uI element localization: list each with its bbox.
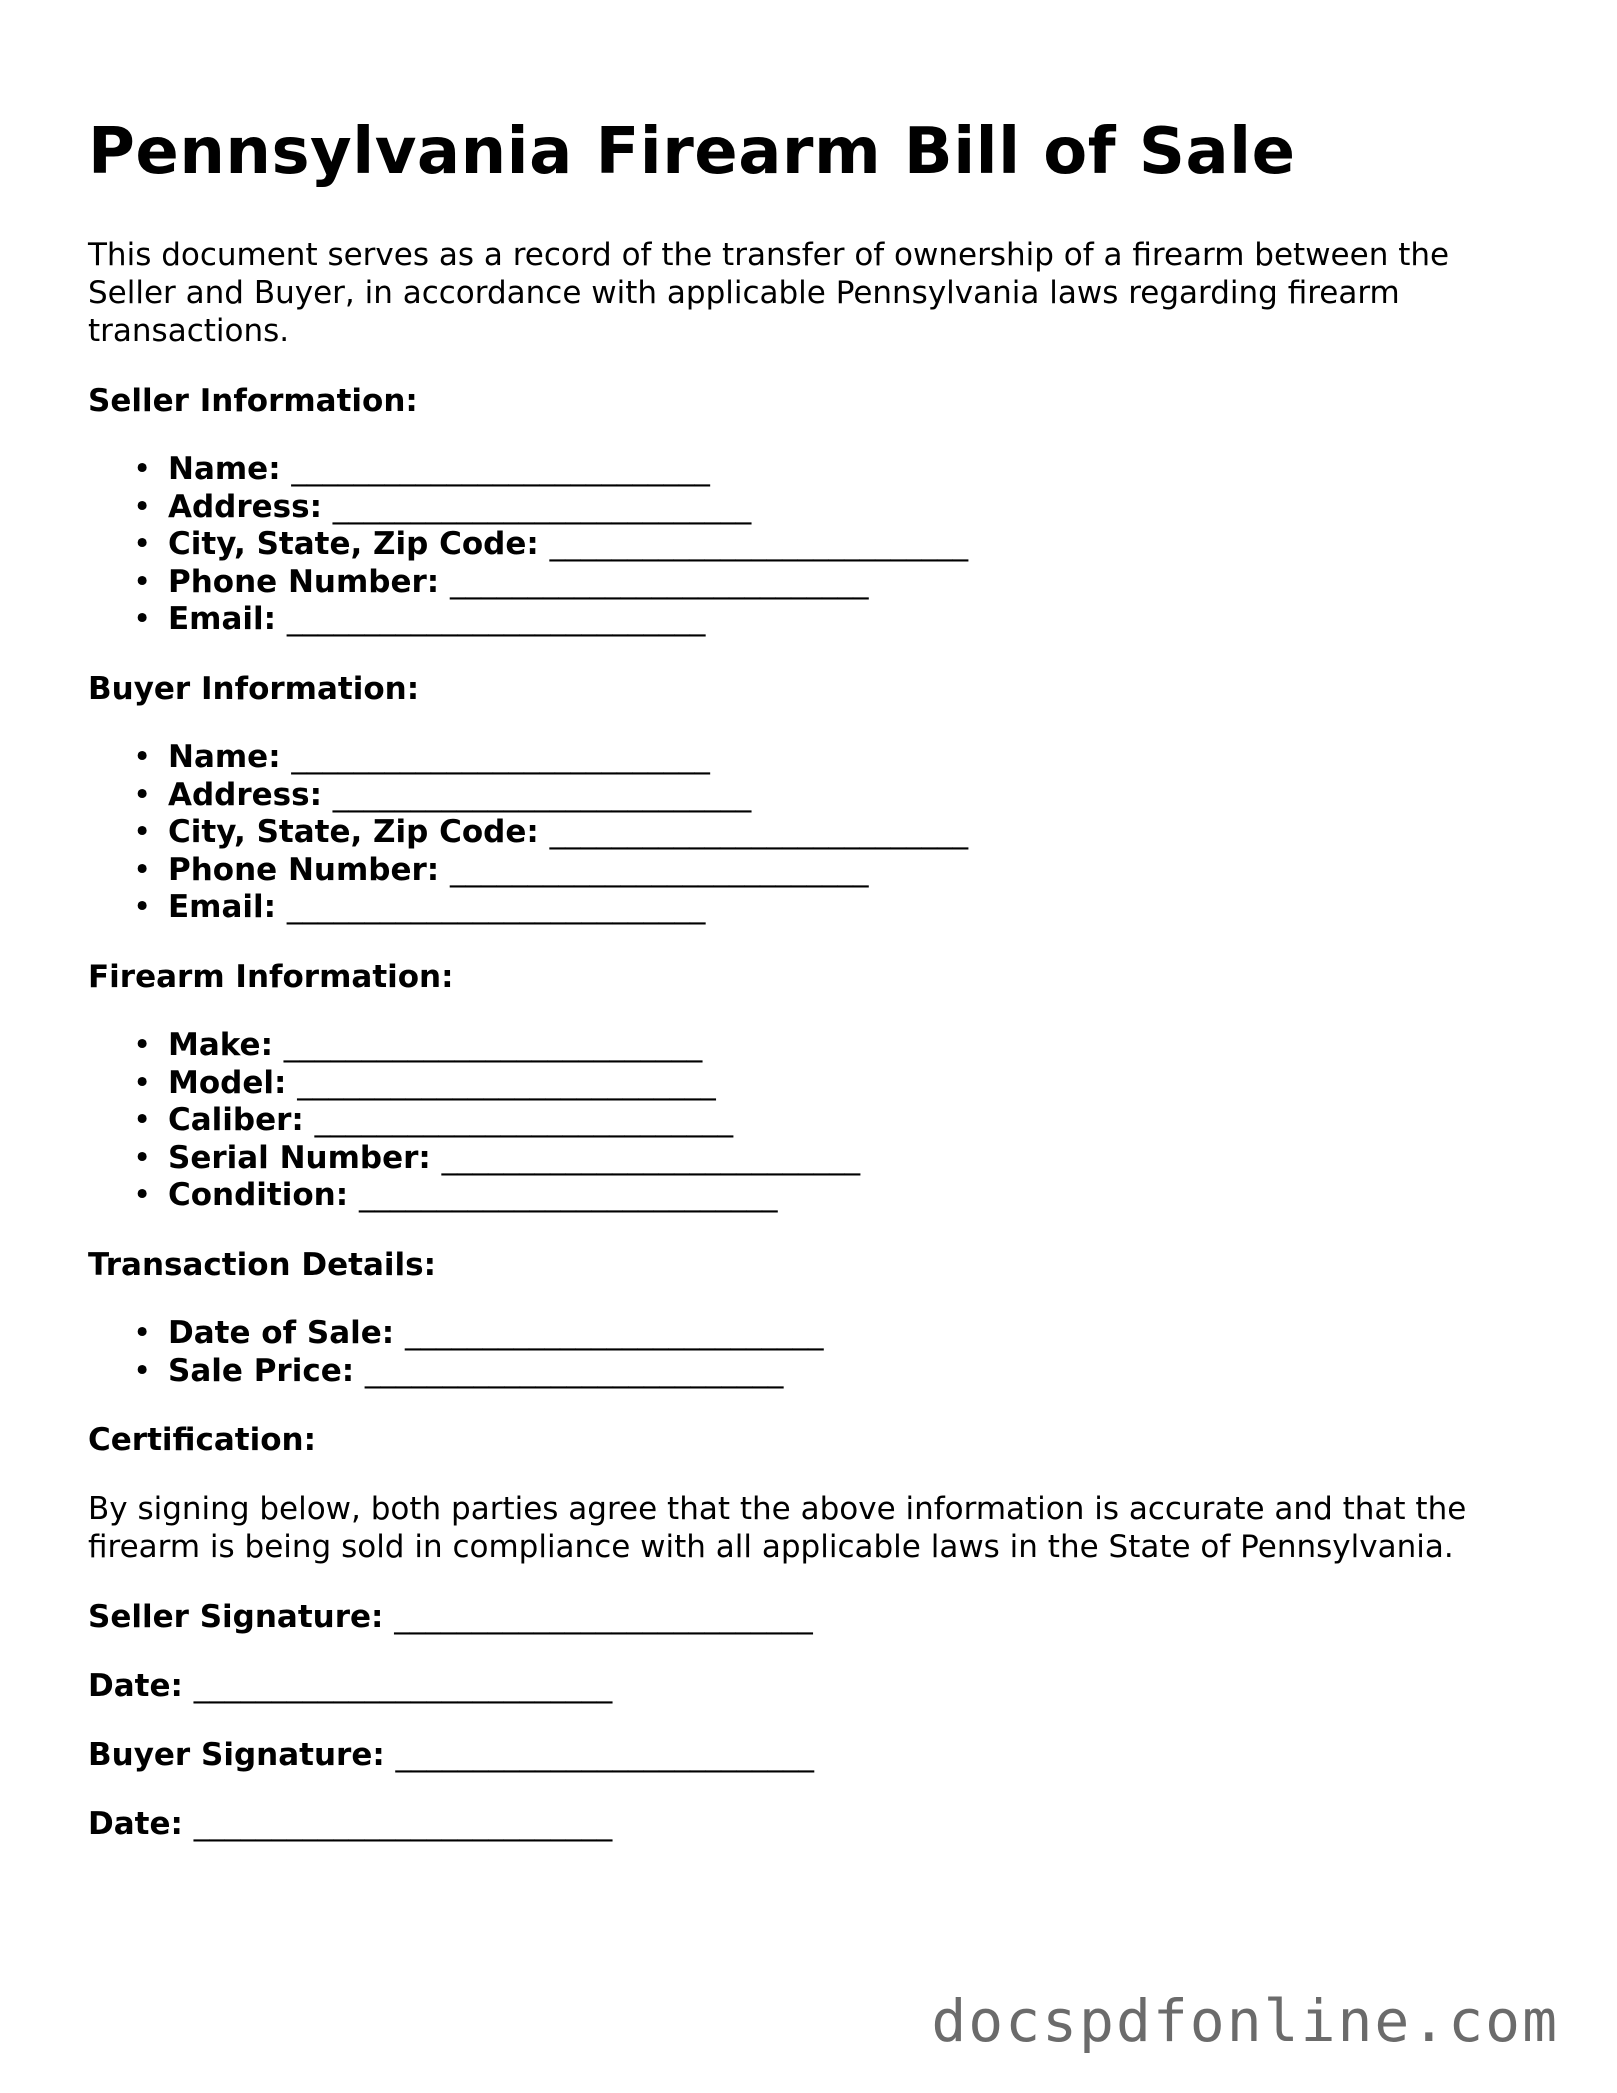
bullet-icon: •	[133, 889, 152, 926]
list-item	[88, 451, 1528, 489]
field-label: Name:	[168, 738, 281, 775]
bullet-icon: •	[133, 601, 152, 638]
bullet-icon: •	[133, 1139, 152, 1176]
list-item	[88, 814, 1528, 852]
field-label: Caliber:	[168, 1102, 304, 1139]
bullet-icon: •	[133, 1177, 152, 1214]
blank-line: ___________________________	[549, 526, 969, 563]
field-label: City, State, Zip Code:	[168, 814, 539, 851]
field-label: Date of Sale:	[168, 1314, 395, 1351]
list-item	[88, 852, 1528, 890]
list-item	[88, 739, 1528, 777]
field-label: Phone Number:	[168, 563, 440, 600]
watermark-text: docspdfonline.com	[931, 1987, 1559, 2055]
bullet-icon: •	[133, 1314, 152, 1351]
bullet-icon: •	[133, 738, 152, 775]
buyer-signature-label: Buyer Signature:	[88, 1737, 385, 1774]
seller-section-heading: Seller Information:	[88, 383, 418, 419]
bullet-icon: •	[133, 851, 152, 888]
list-item	[88, 1102, 1528, 1140]
field-label: Model:	[168, 1064, 287, 1101]
blank-line: ___________________________	[404, 1314, 824, 1351]
blank-line: ___________________________	[332, 776, 752, 813]
firearm-field-list	[88, 1027, 1528, 1215]
blank-line: ___________________________	[314, 1102, 734, 1139]
bullet-icon: •	[133, 776, 152, 813]
bullet-icon: •	[133, 1026, 152, 1063]
blank-line: ___________________________	[193, 1668, 613, 1705]
field-label: Address:	[168, 776, 322, 813]
bullet-icon: •	[133, 488, 152, 525]
field-label: Serial Number:	[168, 1139, 431, 1176]
list-item	[88, 1315, 1528, 1353]
field-label: City, State, Zip Code:	[168, 526, 539, 563]
buyer-signature-row	[88, 1736, 1528, 1774]
bullet-icon: •	[133, 563, 152, 600]
blank-line: ___________________________	[286, 889, 706, 926]
field-label: Condition:	[168, 1177, 349, 1214]
blank-line: ___________________________	[286, 601, 706, 638]
seller-signature-label: Seller Signature:	[88, 1599, 384, 1636]
bullet-icon: •	[133, 814, 152, 851]
blank-line: ___________________________	[549, 814, 969, 851]
field-label: Email:	[168, 601, 277, 638]
bullet-icon: •	[133, 1352, 152, 1389]
list-item	[88, 889, 1528, 927]
bullet-icon: •	[133, 1064, 152, 1101]
transaction-section-heading: Transaction Details:	[88, 1246, 436, 1283]
list-item	[88, 1027, 1528, 1065]
buyer-date-label: Date:	[88, 1806, 183, 1843]
seller-field-list	[88, 451, 1528, 639]
page-title: Pennsylvania Firearm Bill of Sale	[88, 115, 1296, 189]
field-label: Address:	[168, 488, 322, 525]
blank-line: ___________________________	[193, 1806, 613, 1843]
buyer-section-heading: Buyer Information:	[88, 670, 420, 707]
list-item	[88, 526, 1528, 564]
certification-paragraph: By signing below, both parties agree that the above information is accurate and that the firearm is being sold in compliance with all applicable laws in the State of Pennsylvania.	[88, 1491, 1467, 1566]
certification-section-heading: Certification:	[88, 1422, 316, 1459]
blank-line: ___________________________	[394, 1599, 813, 1636]
document-page	[88, 112, 1528, 1874]
blank-line: ___________________________	[450, 851, 869, 888]
list-item	[88, 1140, 1528, 1178]
field-label: Email:	[168, 889, 277, 926]
field-label: Make:	[168, 1026, 273, 1063]
list-item	[88, 601, 1528, 639]
seller-date-row	[88, 1667, 1528, 1705]
list-item	[88, 489, 1528, 527]
bullet-icon: •	[133, 526, 152, 563]
seller-date-label: Date:	[88, 1668, 183, 1705]
list-item	[88, 1065, 1528, 1103]
list-item	[88, 1353, 1528, 1391]
blank-line: ___________________________	[297, 1064, 716, 1101]
field-label: Phone Number:	[168, 851, 440, 888]
blank-line: ___________________________	[291, 451, 710, 487]
blank-line: ___________________________	[441, 1139, 861, 1176]
firearm-section-heading: Firearm Information:	[88, 958, 454, 995]
blank-line: ___________________________	[364, 1352, 784, 1389]
list-item	[88, 777, 1528, 815]
intro-paragraph: This document serves as a record of the transfer of ownership of a firearm between the Seller and Buyer, in accordance with applicable Pennsylvania laws regarding firearm transactions.	[88, 237, 1450, 349]
buyer-field-list	[88, 739, 1528, 927]
blank-line: ___________________________	[283, 1026, 703, 1063]
blank-line: ___________________________	[358, 1177, 778, 1214]
list-item	[88, 1177, 1528, 1215]
blank-line: ___________________________	[332, 488, 752, 525]
transaction-field-list	[88, 1315, 1528, 1390]
buyer-date-row	[88, 1805, 1528, 1843]
field-label: Sale Price:	[168, 1352, 355, 1389]
seller-signature-row	[88, 1598, 1528, 1636]
blank-line: ___________________________	[450, 563, 869, 600]
bullet-icon: •	[133, 1102, 152, 1139]
list-item	[88, 564, 1528, 602]
blank-line: ___________________________	[395, 1737, 815, 1774]
bullet-icon: •	[133, 451, 152, 487]
field-label: Name:	[168, 451, 281, 487]
blank-line: ___________________________	[291, 738, 710, 775]
